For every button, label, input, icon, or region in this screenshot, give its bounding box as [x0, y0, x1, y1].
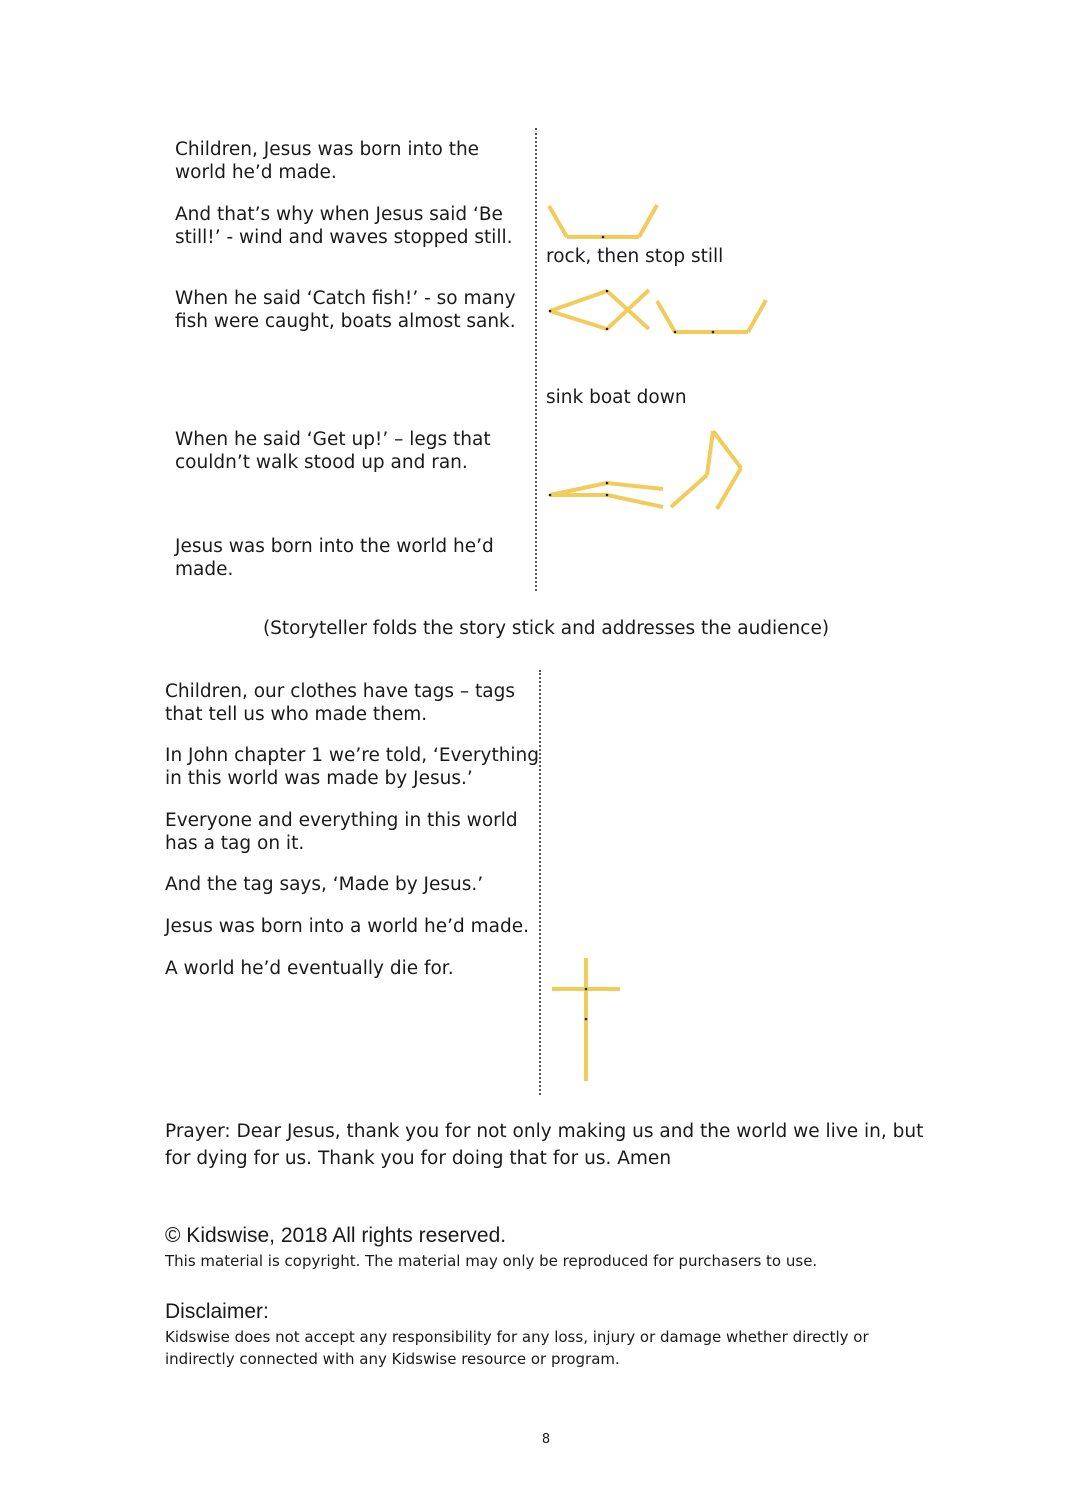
column-divider-top: [535, 128, 537, 591]
fish-and-boat-stick-figure: [545, 285, 775, 340]
address-line-4: And the tag says, ‘Made by Jesus.’: [165, 874, 484, 895]
disclaimer-heading: Disclaimer:: [165, 1300, 269, 1323]
page-number: 8: [541, 1432, 551, 1447]
caption-sink: sink boat down: [546, 387, 687, 408]
cross-stick-figure: [548, 955, 626, 1085]
story-line-4: When he said ‘Get up!’ – legs that couldn’t walk stood up and ran.: [175, 429, 491, 473]
prayer-text: Prayer: Dear Jesus, thank you for not only making us and the world we live in, but for dying for us. Thank you for doing that for us. Amen: [165, 1121, 924, 1169]
copyright-text: This material is copyright. The material may only be reproduced for purchasers to use.: [165, 1252, 818, 1270]
copyright-heading: © Kidswise, 2018 All rights reserved.: [165, 1224, 507, 1247]
story-line-5: Jesus was born into the world he’d made.: [175, 536, 494, 580]
stage-direction: (Storyteller folds the story stick and addresses the audience): [262, 618, 830, 639]
address-line-5: Jesus was born into a world he’d made.: [165, 916, 529, 937]
address-line-1: Children, our clothes have tags – tags that tell us who made them.: [165, 681, 516, 725]
boat-stick-figure: [545, 200, 665, 242]
story-line-3: When he said ‘Catch fish!’ - so many fish were caught, boats almost sank.: [175, 288, 516, 332]
column-divider-bottom: [539, 670, 541, 1095]
address-line-2: In John chapter 1 we’re told, ‘Everything in this world was made by Jesus.’: [165, 745, 540, 789]
story-line-1: Children, Jesus was born into the world he’d made.: [175, 139, 480, 183]
address-line-3: Everyone and everything in this world has a tag on it.: [165, 810, 518, 854]
walking-legs-stick-figure: [545, 425, 755, 515]
story-line-2: And that’s why when Jesus said ‘Be still!’ - wind and waves stopped still.: [175, 204, 513, 248]
disclaimer-text: Kidswise does not accept any responsibility for any loss, injury or damage whether directly or indirectly connected with any Kidswise resource or program.: [165, 1328, 869, 1368]
caption-rock: rock, then stop still: [546, 246, 724, 267]
address-line-6: A world he’d eventually die for.: [165, 958, 454, 979]
